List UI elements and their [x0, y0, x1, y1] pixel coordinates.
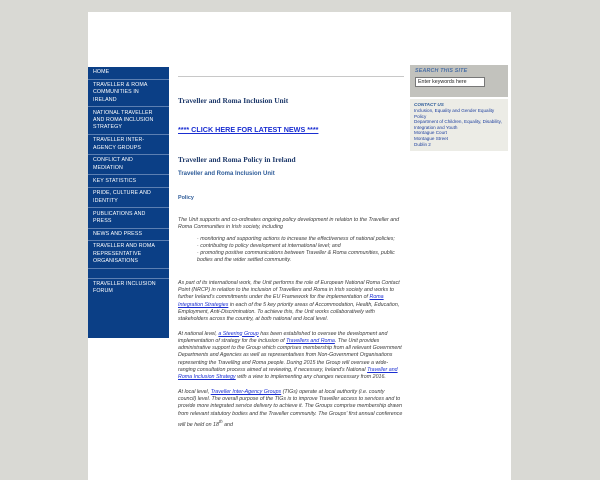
nav-item-publications[interactable]: PUBLICATIONS AND PRESS — [88, 208, 169, 228]
bullet-item: · promoting positive communications between Traveller & Roma communities, public bodies and the wider settled community. — [197, 250, 395, 264]
national-paragraph: At national level, a Steering Group has been established to oversee the development and implementation of strategy for the inclusion of Travellers and Roma. The Unit provides administrative support to the Group which comprises membership from all relevant Government Departments and Agencies as well as representatives from Non-Government Organisations representing the Travelling and Roma people. During 2015 the Group will oversee a wide-ranging consultation process aimed at reviewing, if necessary, Ireland's National Traveller and Roma Inclusion Strategy with a view to implementing any changes necessary from 2016. — [178, 330, 402, 381]
contact-line: Montague Street — [414, 135, 448, 141]
steering-group-link[interactable]: a Steering Group — [218, 330, 259, 337]
international-paragraph: As part of its international work, the Unit performs the role of European National Roma Contact Point (NRCP) in relation to the inclusion of Travellers and Roma in Irish society and works to further Ireland's commitments under the EU Framework for the implementation of Roma Integration Strategies in each of the 5 key priority areas of Accommodation, Health, Education, Employment, Anti-Discrimination. To achieve this, the Unit works collaboratively with stakeholders across the country, at both national and local level. — [178, 279, 400, 323]
nav-item-communities[interactable]: TRAVELLER & ROMA COMMUNITIES IN IRELAND — [88, 80, 169, 108]
contact-line: Department of Children, Equality, Disability, Integration and Youth — [414, 119, 502, 130]
contact-title: CONTACT US — [414, 102, 444, 107]
inclusion-strategy-link[interactable]: Traveller and Roma Inclusion Strategy — [178, 367, 398, 381]
sidebar-nav — [88, 67, 169, 338]
local-paragraph: At local level, Traveller Inter-Agency Groups (TIGs) operate at local authority (i.e. county council) level. The overall purpose of the TIGs is to improve Traveller access to services and to provide more integrated service delivery to achieve it. The Groups comprise membership drawn from relevant statutory bodies and the Traveller community. The Groups' first annual conference will be held on 18th and — [178, 388, 403, 428]
page-title: Traveller and Roma Inclusion Unit — [178, 96, 289, 105]
nav-item-conflict[interactable]: CONFLICT AND MEDIATION — [88, 155, 169, 175]
header-band — [88, 12, 511, 64]
roma-strategies-link[interactable]: Roma Integration Strategies — [178, 294, 384, 308]
nav-item-home[interactable]: HOME — [88, 67, 169, 80]
bullet-list — [178, 236, 404, 265]
nav-item-inter-agency[interactable]: TRAVELLER INTER-AGENCY GROUPS — [88, 135, 169, 155]
latest-news-link[interactable]: **** CLICK HERE FOR LATEST NEWS **** — [178, 125, 319, 134]
main-content — [178, 76, 404, 429]
contact-line: Dublin 2 — [414, 141, 431, 147]
travellers-roma-link[interactable]: Travellers and Roma — [286, 337, 335, 344]
inter-agency-groups-link[interactable]: Traveller Inter-Agency Groups — [210, 388, 282, 395]
nav-item-strategy[interactable]: NATIONAL TRAVELLER AND ROMA INCLUSION STRATEGY — [88, 107, 169, 135]
nav-spacer — [88, 269, 169, 279]
contact-line: Montague Court — [414, 130, 447, 136]
nav-item-forum[interactable]: TRAVELLER INCLUSION FORUM — [93, 281, 156, 295]
contact-line: Inclusion, Equality and Gender Equality Policy — [414, 108, 495, 119]
page — [88, 12, 511, 480]
policy-label: Policy — [178, 195, 194, 201]
bullet-item: · contributing to policy development at international level; and — [197, 242, 341, 249]
intro-paragraph: The Unit supports and co-ordinates ongoing policy development in relation to the Traveller and Roma Communities in Irish society, including — [178, 217, 400, 231]
nav-item-statistics[interactable]: KEY STATISTICS — [88, 175, 169, 188]
search-title: SEARCH THIS SITE — [415, 68, 468, 74]
nav-item-organisations[interactable]: TRAVELLER AND ROMA REPRESENTATIVE ORGANISATIONS — [88, 241, 169, 269]
search-input[interactable] — [415, 77, 485, 87]
right-sidebar — [410, 65, 508, 151]
divider — [178, 76, 404, 77]
nav-item-pride[interactable]: PRIDE, CULTURE AND IDENTITY — [88, 188, 169, 208]
unit-subheading: Traveller and Roma Inclusion Unit — [178, 171, 275, 177]
contact-panel — [410, 99, 508, 151]
policy-heading: Traveller and Roma Policy in Ireland — [178, 155, 296, 164]
nav-item-news[interactable]: NEWS AND PRESS — [88, 229, 169, 242]
bullet-item: · monitoring and supporting actions to increase the effectiveness of national policies; — [197, 235, 395, 242]
search-panel — [410, 65, 508, 97]
